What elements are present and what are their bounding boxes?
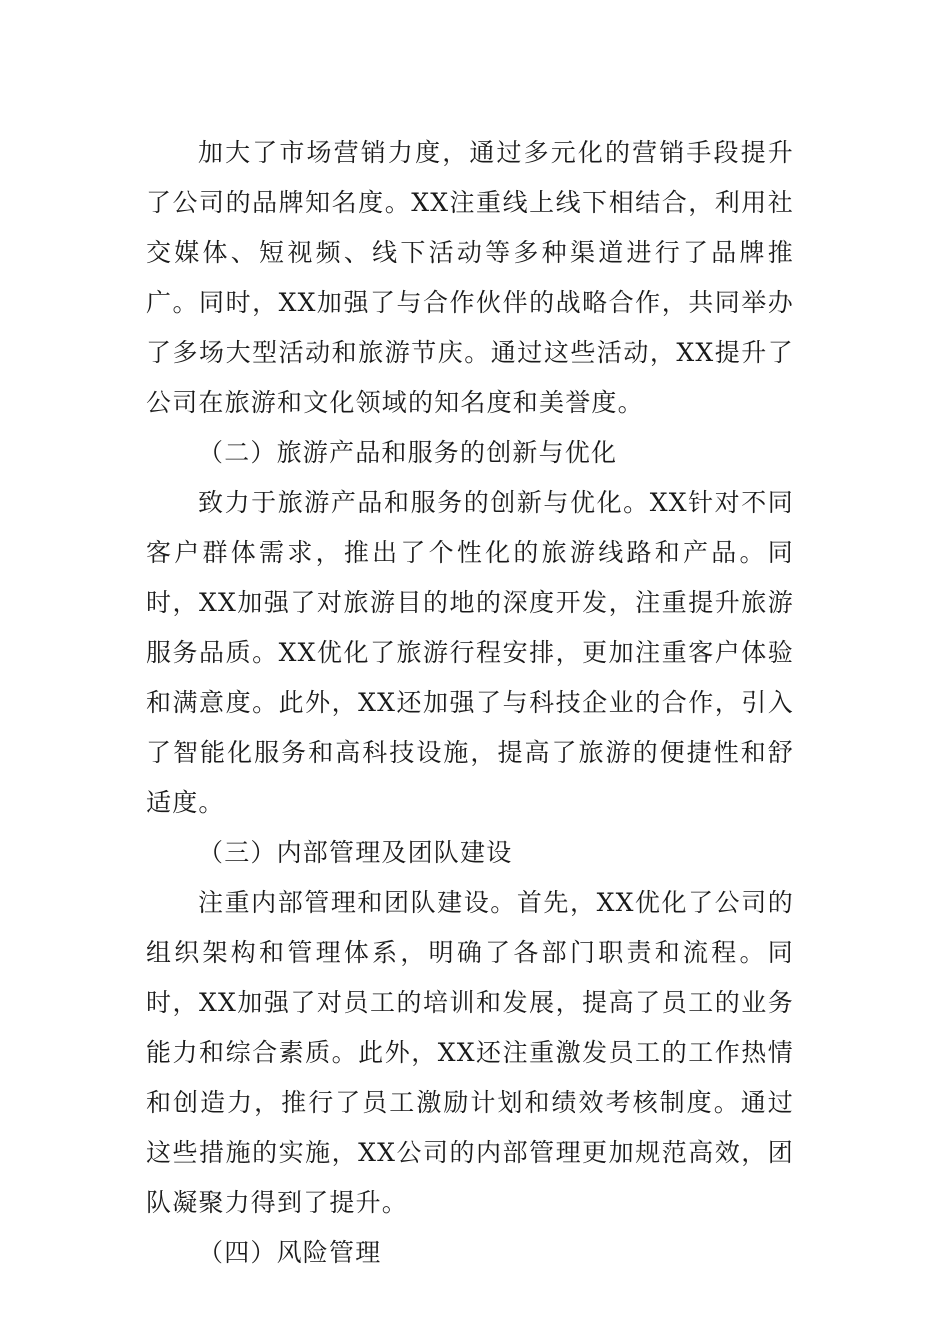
section-heading-management: （三）内部管理及团队建设 <box>198 838 513 867</box>
section-heading-risk: （四）风险管理 <box>198 1238 382 1267</box>
section-heading-products: （二）旅游产品和服务的创新与优化 <box>198 438 618 467</box>
paragraph-management: 注重内部管理和团队建设。首先，XX优化了公司的组织架构和管理体系，明确了各部门职责和流程。同时，XX加强了对员工的培训和发展，提高了员工的业务能力和综合素质。此外，XX还注重激发员工的工作热情和创造力，推行了员工激励计划和绩效考核制度。通过这些措施的实施，XX公司的内部管理更加规范高效，团队凝聚力得到了提升。 <box>146 888 794 1217</box>
paragraph-marketing: 加大了市场营销力度，通过多元化的营销手段提升了公司的品牌知名度。XX注重线上线下相结合，利用社交媒体、短视频、线下活动等多种渠道进行了品牌推广。同时，XX加强了与合作伙伴的战略合作，共同举办了多场大型活动和旅游节庆。通过这些活动，XX提升了公司在旅游和文化领域的知名度和美誉度。 <box>146 138 794 417</box>
paragraph-products: 致力于旅游产品和服务的创新与优化。XX针对不同客户群体需求，推出了个性化的旅游线路和产品。同时，XX加强了对旅游目的地的深度开发，注重提升旅游服务品质。XX优化了旅游行程安排，更加注重客户体验和满意度。此外，XX还加强了与科技企业的合作，引入了智能化服务和高科技设施，提高了旅游的便捷性和舒适度。 <box>146 488 794 817</box>
document-body <box>146 128 794 1278</box>
